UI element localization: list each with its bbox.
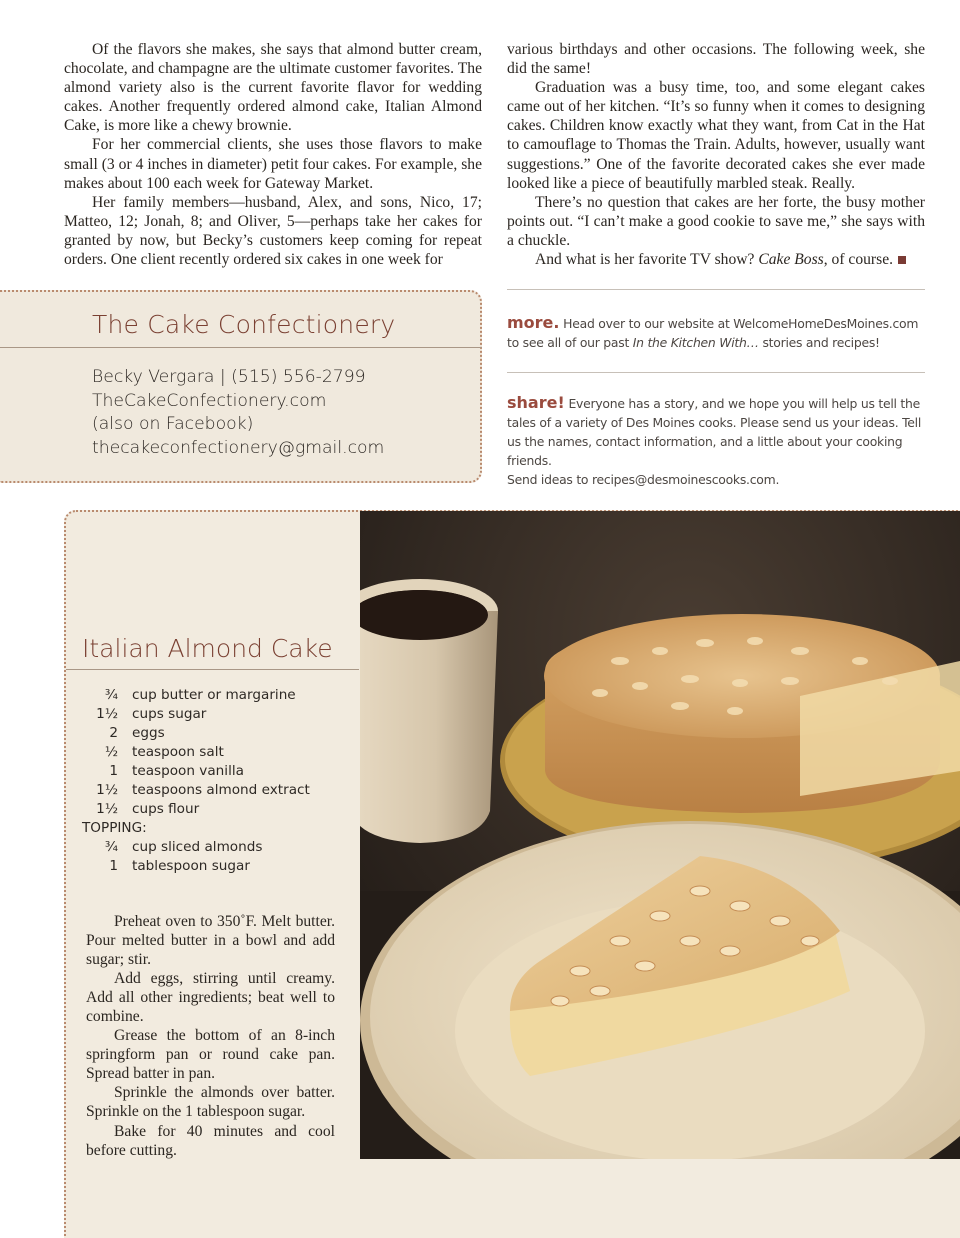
topping-label: TOPPING: bbox=[82, 820, 147, 836]
article-paragraph: Her family members—husband, Alex, and sons, Nico, 17; Matteo, 12; Jonah, 8; and Oliver, 5—perhaps take her cakes for granted by now, but Becky’s customers keep coming for repeat orders. One client recently ordered six cakes in one week for bbox=[64, 193, 482, 269]
ingredient-row: 2 eggs bbox=[109, 725, 165, 741]
article-closing-paragraph: And what is her favorite TV show? Cake Boss, of course. bbox=[507, 250, 925, 269]
article-paragraph: Graduation was a busy time, too, and some elegant cakes came out of her kitchen. “It’s so funny when it comes to designing cakes. Children know exactly what they want, from Cat in the Hat to camouflage to Thomas the Train. Adults, however, usually want suggestions.” One of the favorite decorated cakes she ever made looked like a piece of beautifully marbled steak. Really. bbox=[507, 79, 925, 192]
recipe-step: Add eggs, stirring until creamy. Add all other ingredients; beat well to combine. bbox=[86, 970, 335, 1026]
cake-illustration bbox=[360, 511, 960, 1159]
share-label: share! bbox=[507, 393, 565, 412]
divider bbox=[0, 347, 482, 348]
more-block: more. Head over to our website at WelcomeHomeDesMoines.com to see all of our past In the Kitchen With… stories and recipes! bbox=[507, 313, 919, 350]
article-paragraph: For her commercial clients, she uses those flavors to make small (3 or 4 inches in diameter) petit four cakes. For example, she makes about 100 each week for Gateway Market. bbox=[64, 136, 482, 192]
article-column-left bbox=[64, 40, 482, 269]
divider bbox=[507, 289, 925, 290]
more-label: more. bbox=[507, 313, 560, 332]
share-block: share! Everyone has a story, and we hope you will help us tell the tales of a variety of Des Moines cooks. Please send us your ideas. Tell us the names, contact information, and a little about your cooking friends. Send ideas to recipes@desmoinescooks.com. bbox=[507, 393, 922, 487]
ingredient-row: ¾ cup sliced almonds bbox=[104, 839, 263, 855]
divider bbox=[66, 669, 359, 670]
ingredient-row: 1 teaspoon vanilla bbox=[109, 763, 244, 779]
contact-website-link[interactable]: TheCakeConfectionery.com bbox=[92, 390, 327, 411]
ingredient-row: ½ teaspoon salt bbox=[104, 744, 224, 760]
cake-photo bbox=[360, 511, 960, 1159]
recipe-method bbox=[86, 912, 335, 1160]
share-email-link[interactable]: Send ideas to recipes@desmoinescooks.com. bbox=[507, 472, 780, 487]
ingredient-row: ¾ cup butter or margarine bbox=[104, 687, 296, 703]
contact-name-phone: Becky Vergara | (515) 556-2799 bbox=[92, 367, 366, 387]
ingredient-row: 1 tablespoon sugar bbox=[109, 858, 250, 874]
coffee-cup bbox=[360, 611, 498, 843]
ingredient-row: 1½ cups sugar bbox=[96, 706, 207, 722]
tv-show-title: Cake Boss bbox=[758, 251, 824, 269]
recipe-step: Bake for 40 minutes and cool before cutting. bbox=[86, 1122, 335, 1159]
article-paragraph: various birthdays and other occasions. The following week, she did the same! bbox=[507, 41, 925, 78]
divider bbox=[507, 372, 925, 373]
ingredient-list bbox=[82, 686, 310, 876]
contact-email-link[interactable]: thecakeconfectionery@gmail.com bbox=[92, 437, 385, 458]
recipe-step: Preheat oven to 350˚F. Melt butter. Pour melted butter in a bowl and add sugar; stir. bbox=[86, 913, 335, 969]
contact-box bbox=[0, 290, 482, 483]
recipe-step: Grease the bottom of an 8-inch springform pan or round cake pan. Spread batter in pan. bbox=[86, 1027, 335, 1083]
contact-facebook-note: (also on Facebook) bbox=[92, 414, 254, 435]
article-paragraph: There’s no question that cakes are her forte, the busy mother points out. “I can’t make a good cookie to save me,” she says with a chuckle. bbox=[507, 193, 925, 249]
recipe-step: Sprinkle the almonds over batter. Sprinkle on the 1 tablespoon sugar. bbox=[86, 1084, 335, 1121]
ingredient-row: 1½ teaspoons almond extract bbox=[96, 782, 310, 798]
recipe-title: Italian Almond Cake bbox=[82, 634, 333, 663]
article-paragraph: Of the flavors she makes, she says that almond butter cream, chocolate, and champagne are the ultimate customer favorites. The almond variety also is the current favorite flavor for wedding cakes. Another frequently ordered almond cake, Italian Almond Cake, is more like a chewy brownie. bbox=[64, 41, 482, 135]
article-column-right bbox=[507, 40, 925, 269]
contact-details bbox=[92, 366, 384, 460]
business-name: The Cake Confectionery bbox=[92, 310, 396, 339]
end-of-story-mark bbox=[898, 256, 906, 264]
ingredient-row: 1½ cups flour bbox=[96, 801, 200, 817]
